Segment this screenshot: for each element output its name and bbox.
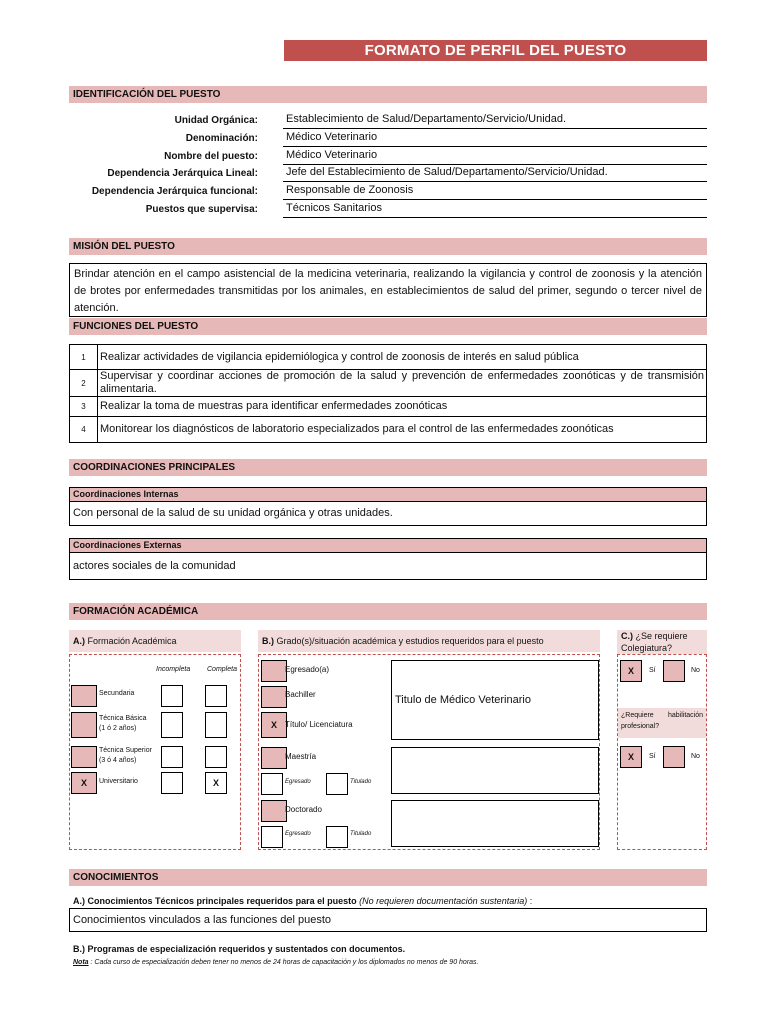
funcion-row [70,397,706,417]
tecnica-basica-sub: (1 ó 2 años) [99,725,137,732]
label-unidad-organica: Unidad Orgánica: [174,115,258,126]
funcion-num: 1 [70,345,98,369]
funcion-num: 4 [70,417,98,442]
coordinaciones-internas-label: Coordinaciones Internas [70,488,706,502]
formacion-a-label: Formación Académica [87,636,177,646]
tecnica-basica-label: Técnica Básica [99,715,147,722]
secundaria-incompleta-checkbox[interactable] [161,685,183,707]
label-puestos-supervisa: Puestos que supervisa: [145,204,258,215]
titulo-label: Título/ Licenciatura [285,720,353,729]
label-dependencia-lineal: Dependencia Jerárquica Lineal: [107,168,258,179]
colegiatura-question: ¿Se requiere Colegiatura? [621,631,688,653]
section-mision: MISIÓN DEL PUESTO [69,238,707,255]
col-completa: Completa [207,666,237,673]
coordinaciones-externas-label: Coordinaciones Externas [70,539,706,553]
value-dependencia-funcional: Responsable de Zoonosis [283,182,707,200]
maestria-checkbox[interactable] [261,747,287,769]
habilitacion-question: ¿Requiere habilitación profesional? [618,708,706,738]
funcion-row [70,345,706,370]
bachiller-checkbox[interactable] [261,686,287,708]
mision-text: Brindar atención en el campo asistencial de la medicina veterinaria, realizando la vigilancia y control de zoonosis y la atención de brotes por enfermedades transmitidas por los animales, en establecimientos de salud del primer, segundo o tercer nivel de atención. [69,263,707,317]
funcion-num: 2 [70,370,98,396]
section-coordinaciones: COORDINACIONES PRINCIPALES [69,459,707,476]
formacion-a-letter: A.) [73,636,85,646]
coordinaciones-externas-text: actores sociales de la comunidad [73,560,236,572]
value-denominacion: Médico Veterinario [283,129,707,147]
conocimientos-b-line [73,944,405,954]
tecnica-basica-completa-checkbox[interactable] [205,712,227,738]
doctorado-checkbox[interactable] [261,800,287,822]
funcion-text: Monitorear los diagnósticos de laboratorio especializados para el control de las enfermedades zoonóticas [100,423,614,435]
doctorado-field[interactable] [391,800,599,847]
value-unidad-organica: Establecimiento de Salud/Departamento/Servicio/Unidad. [283,111,707,129]
tecnica-superior-incompleta-checkbox[interactable] [161,746,183,768]
maestria-egresado-label: Egresado [285,779,311,785]
label-nombre-puesto: Nombre del puesto: [164,151,258,162]
funciones-table [69,344,707,443]
nota-label: Nota [73,959,89,966]
conocimientos-a-line [73,896,532,906]
value-puestos-supervisa: Técnicos Sanitarios [283,200,707,218]
conocimientos-a-label: Conocimientos Técnicos principales requeridos para el puesto [87,896,357,906]
colegiatura-no-label: No [691,667,700,674]
egresado-label: Egresado(a) [285,665,330,674]
maestria-label: Maestría [285,752,317,761]
formacion-c-letter: C.) [621,631,633,641]
section-formacion: FORMACIÓN ACADÉMICA [69,603,707,620]
habilitacion-no-label: No [691,753,700,760]
habilitacion-si-checkbox[interactable]: X [620,746,642,768]
egresado-checkbox[interactable] [261,660,287,682]
value-dependencia-lineal: Jefe del Establecimiento de Salud/Departamento/Servicio/Unidad. [283,164,707,182]
tecnica-basica-incompleta-checkbox[interactable] [161,712,183,738]
value-nombre-puesto: Médico Veterinario [283,147,707,165]
formacion-a-header [69,630,241,652]
coordinaciones-internas-text: Con personal de la salud de su unidad orgánica y otras unidades. [73,507,393,519]
coordinaciones-internas [69,487,707,526]
formacion-c-header [617,630,707,654]
bachiller-label: Bachiller [285,690,316,699]
maestria-field[interactable] [391,747,599,794]
titulo-field[interactable]: Titulo de Médico Veterinario [391,660,599,740]
formacion-b-header [258,630,600,652]
colegiatura-si-label: Sí [649,667,656,674]
tecnica-superior-completa-checkbox[interactable] [205,746,227,768]
section-conocimientos: CONOCIMIENTOS [69,869,707,886]
maestria-titulado-label: Titulado [350,779,372,785]
section-identificacion: IDENTIFICACIÓN DEL PUESTO [69,86,707,103]
tecnica-superior-sub: (3 ó 4 años) [99,757,137,764]
titulo-checkbox[interactable]: X [261,712,287,738]
formacion-b-label: Grado(s)/situación académica y estudios requeridos para el puesto [276,636,544,646]
colegiatura-no-checkbox[interactable] [663,660,685,682]
habilitacion-si-label: Sí [649,753,656,760]
doctorado-titulado-label: Titulado [350,831,372,837]
label-dependencia-funcional: Dependencia Jerárquica funcional: [91,186,258,197]
secundaria-checkbox[interactable] [71,685,97,707]
doctorado-egresado-checkbox[interactable] [261,826,283,848]
maestria-egresado-checkbox[interactable] [261,773,283,795]
nota-line [73,959,478,966]
funcion-text: Realizar actividades de vigilancia epidemiólogica y control de zoonosis de interés en salud pública [100,350,579,363]
funcion-text: Supervisar y coordinar acciones de promoción de la salud y prevención de enfermedades zoonóticas y de transmisión alimentaria. [100,370,704,395]
col-incompleta: Incompleta [156,666,191,673]
universitario-checkbox[interactable]: X [71,772,97,794]
conocimientos-a-colon: : [529,896,533,906]
conocimientos-a-note: (No requieren documentación sustentaria) [359,896,528,906]
maestria-titulado-checkbox[interactable] [326,773,348,795]
tecnica-basica-checkbox[interactable] [71,712,97,738]
tecnica-superior-label: Técnica Superior [99,747,152,754]
universitario-completa-checkbox[interactable]: X [205,772,227,794]
conocimientos-b-label: Programas de especialización requeridos y sustentados con documentos. [87,944,406,954]
colegiatura-si-checkbox[interactable]: X [620,660,642,682]
conocimientos-b-letter: B.) [73,944,85,954]
page-title: FORMATO DE PERFIL DEL PUESTO [284,40,707,61]
conocimientos-a-text: Conocimientos vinculados a las funciones del puesto [69,908,707,932]
secundaria-label: Secundaria [99,690,135,697]
universitario-incompleta-checkbox[interactable] [161,772,183,794]
coordinaciones-externas [69,538,707,580]
funcion-num: 3 [70,397,98,416]
section-funciones: FUNCIONES DEL PUESTO [69,318,707,335]
label-denominacion: Denominación: [185,133,258,144]
funcion-row [70,417,706,442]
secundaria-completa-checkbox[interactable] [205,685,227,707]
conocimientos-a-letter: A.) [73,896,85,906]
tecnica-superior-checkbox[interactable] [71,746,97,768]
universitario-label: Universitario [99,778,138,785]
nota-text: : Cada curso de especialización deben tener no menos de 24 horas de capacitación y los diplomados no menos de 90 horas. [90,959,479,966]
formacion-b-letter: B.) [262,636,274,646]
doctorado-label: Doctorado [285,805,322,814]
habilitacion-no-checkbox[interactable] [663,746,685,768]
doctorado-egresado-label: Egresado [285,831,311,837]
funcion-row [70,370,706,397]
funcion-text: Realizar la toma de muestras para identificar enfermedades zoonóticas [100,400,448,412]
doctorado-titulado-checkbox[interactable] [326,826,348,848]
